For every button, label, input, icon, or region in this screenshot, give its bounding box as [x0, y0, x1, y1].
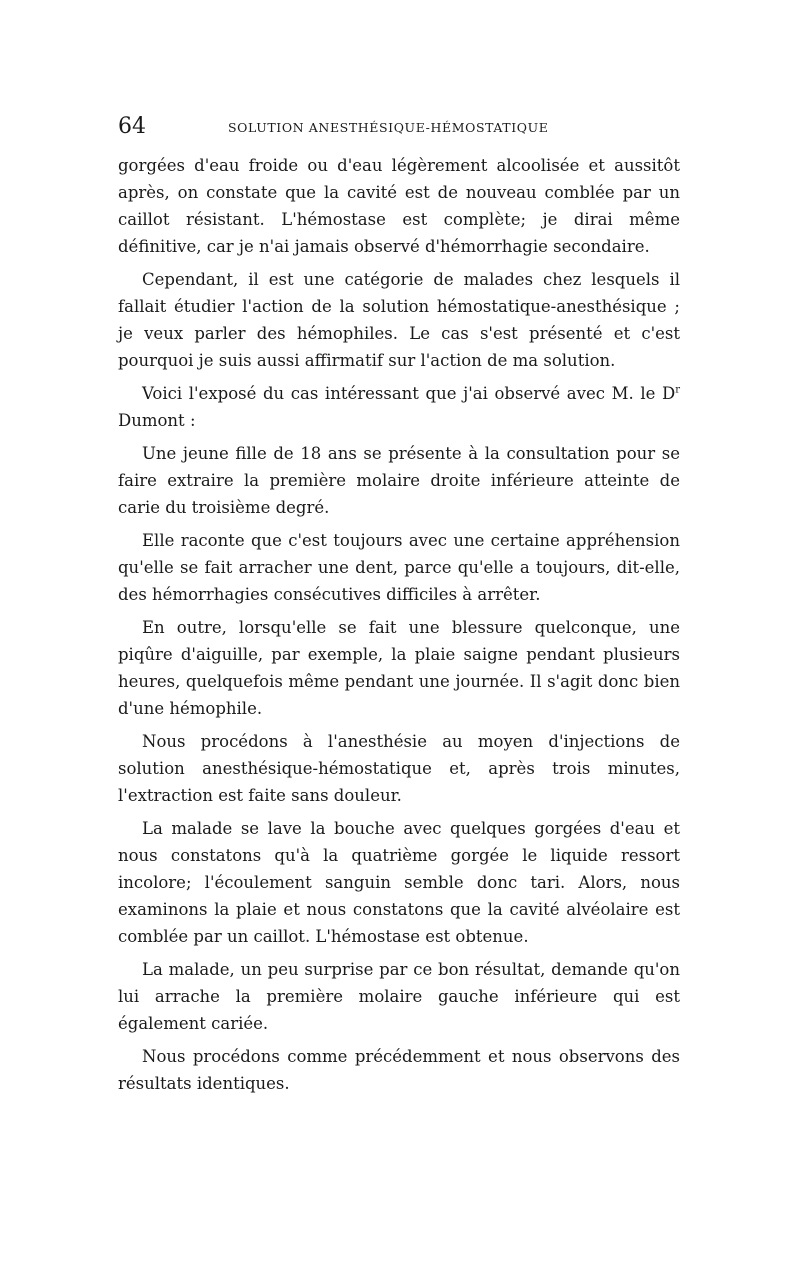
paragraph-continuation: gorgées d'eau froide ou d'eau légèrement alcoolisée et aussitôt après, on constate que la cavité est de nouveau comblée par un caillot résistant. L'hémostase est complète; je dirai même définitive, car je n'ai jamais observé d'hémorrhagie secondaire.: [118, 156, 680, 256]
page-header: [118, 112, 680, 142]
paragraph-hemophiles: Cependant, il est une catégorie de malades chez lesquels il fallait étudier l'action de la solution hémostatique-anesthésique ; je veux parler des hémophiles. Le cas s'est présenté et c'est pourquoi je suis aussi affirmatif sur l'action de ma solution.: [118, 270, 680, 370]
paragraph-observation-intro: [118, 380, 680, 434]
observation-intro-text: Voici l'exposé du cas intéressant que j'ai observé avec M. le D: [142, 384, 676, 403]
paragraph-apprehension: Elle raconte que c'est toujours avec une certaine appréhension qu'elle se fait arracher une dent, parce qu'elle a toujours, dit-elle, des hémorrhagies consécutives difficiles à arrêter.: [118, 531, 680, 604]
page-number: 64: [118, 114, 146, 139]
paragraph-anesthesia: Nous procédons à l'anesthésie au moyen d'injections de solution anesthésique-hémostatique et, après trois minutes, l'extraction est faite sans douleur.: [118, 732, 680, 805]
paragraph-results: Nous procédons comme précédemment et nous observons des résultats identiques.: [118, 1047, 680, 1093]
paragraph-second-molar: La malade, un peu surprise par ce bon résultat, demande qu'on lui arrache la première molaire gauche inférieure qui est également cariée.: [118, 960, 680, 1033]
paragraph-patient: Une jeune fille de 18 ans se présente à la consultation pour se faire extraire la première molaire droite inférieure atteinte de carie du troisième degré.: [118, 444, 680, 517]
observation-intro-name: Dumont :: [118, 411, 196, 430]
paragraph-rinse: La malade se lave la bouche avec quelques gorgées d'eau et nous constatons qu'à la quatrième gorgée le liquide ressort incolore; l'écoulement sanguin semble donc tari. Alors, nous examinons la plaie et nous constatons que la cavité alvéolaire est comblée par un caillot. L'hémostase est obtenue.: [118, 819, 680, 946]
running-title: SOLUTION ANESTHÉSIQUE-HÉMOSTATIQUE: [228, 120, 549, 135]
paragraph-wound: En outre, lorsqu'elle se fait une blessure quelconque, une piqûre d'aiguille, par exemple, la plaie saigne pendant plusieurs heures, quelquefois même pendant une journée. Il s'agit donc bien d'une hémophile.: [118, 618, 680, 718]
doctor-abbrev-superscript: r: [675, 384, 680, 396]
body-text: [118, 152, 680, 1103]
